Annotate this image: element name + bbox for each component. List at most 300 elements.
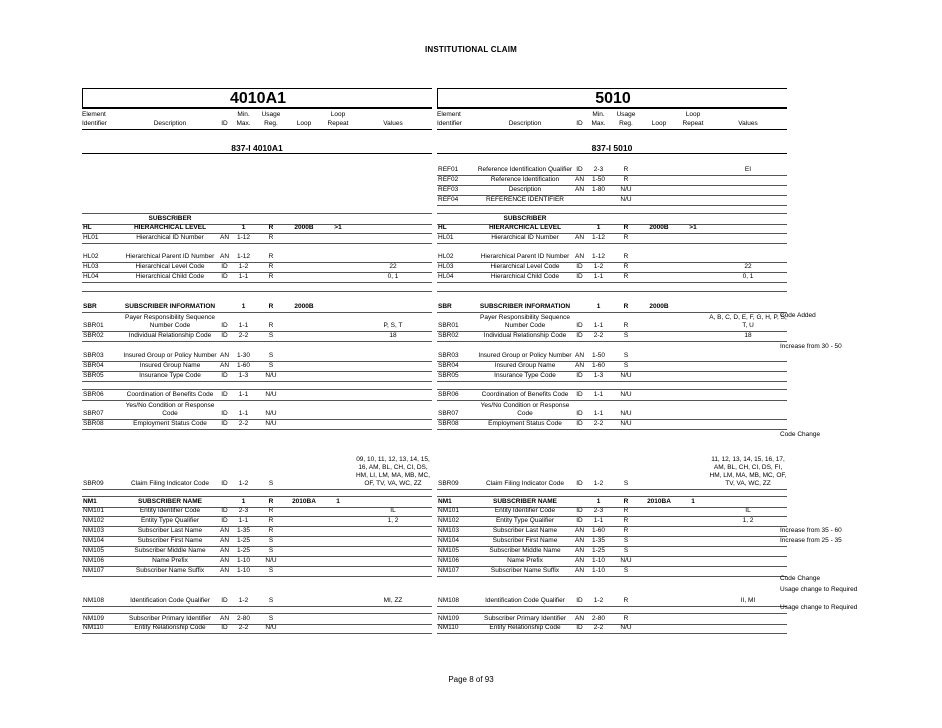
cell-desc: Subscriber Last Name bbox=[492, 527, 558, 534]
cell-desc: Name Prefix bbox=[507, 557, 543, 564]
column-header: Element Identifier Description ID Min. Max. Usage Reg. Loop Loop Repeat Values bbox=[437, 108, 787, 130]
cell-req: R bbox=[623, 527, 629, 534]
change-note: Code Change bbox=[780, 431, 821, 438]
cell-len: 1-12 bbox=[236, 234, 250, 241]
cell-req: N/U bbox=[265, 372, 277, 379]
cell-desc: REFERENCE IDENTIFIER bbox=[485, 196, 564, 203]
cell-typ: AN bbox=[574, 557, 585, 564]
cell-len: 1-1 bbox=[593, 273, 604, 280]
cell-typ: AN bbox=[219, 615, 230, 622]
cell-id: SBR06 bbox=[83, 391, 104, 398]
cell-desc: Employment Status Code bbox=[488, 420, 562, 427]
cell-desc: Payer Responsibility Sequence Number Code bbox=[480, 314, 570, 329]
cell-len: 1-1 bbox=[593, 517, 604, 524]
table-row bbox=[437, 243, 787, 263]
cell-val: 18 bbox=[744, 332, 752, 339]
cell-len: 1-60 bbox=[591, 362, 605, 369]
cell-desc: Employment Status Code bbox=[133, 420, 207, 427]
cell-len: 1-12 bbox=[591, 234, 605, 241]
cell-desc: Hierarchical ID Number bbox=[491, 234, 559, 241]
cell-id: HL bbox=[438, 224, 447, 231]
cell-len: 1-25 bbox=[236, 547, 250, 554]
cell-typ: AN bbox=[219, 362, 230, 369]
cell-desc: Hierarchical ID Number bbox=[136, 234, 204, 241]
change-note: Code Change bbox=[780, 575, 821, 582]
cell-id: NM108 bbox=[438, 597, 459, 604]
cell-req: R bbox=[268, 253, 274, 260]
cell-typ: ID bbox=[576, 624, 583, 631]
cell-req: N/U bbox=[265, 624, 277, 631]
cell-len: 1-1 bbox=[593, 410, 604, 417]
cell-req: R bbox=[268, 303, 274, 310]
cell-id: HL01 bbox=[83, 234, 99, 241]
cell-req: S bbox=[268, 332, 274, 339]
cell-id: NM107 bbox=[438, 567, 459, 574]
cell-desc: Subscriber First Name bbox=[492, 537, 558, 544]
cell-id: SBR07 bbox=[438, 410, 459, 417]
cell-desc: Subscriber Middle Name bbox=[134, 547, 206, 554]
cell-typ: AN bbox=[574, 567, 585, 574]
cell-id: NM106 bbox=[438, 557, 459, 564]
cell-typ: ID bbox=[576, 263, 583, 270]
cell-val: 18 bbox=[389, 332, 397, 339]
cell-id: SBR06 bbox=[438, 391, 459, 398]
version-title: 4010A1 bbox=[82, 88, 432, 108]
cell-typ: AN bbox=[219, 537, 230, 544]
cell-desc: HIERARCHICAL LEVEL bbox=[488, 224, 562, 231]
cell-id: SBR02 bbox=[83, 332, 104, 339]
table-row bbox=[437, 399, 787, 420]
cell-typ: ID bbox=[221, 480, 228, 487]
cell-desc: Hierarchical Level Code bbox=[490, 263, 560, 270]
cell-desc: Yes/No Condition or Response Code bbox=[480, 402, 570, 417]
cell-req: N/U bbox=[620, 420, 632, 427]
cell-req: R bbox=[623, 498, 629, 505]
cell-len: 1-2 bbox=[593, 597, 604, 604]
cell-typ: AN bbox=[574, 547, 585, 554]
cell-typ: AN bbox=[219, 234, 230, 241]
cell-typ: ID bbox=[576, 166, 583, 173]
table-row bbox=[82, 272, 432, 283]
change-note: Usage change to Required bbox=[780, 604, 858, 611]
cell-id: NM105 bbox=[438, 547, 459, 554]
cell-typ: ID bbox=[576, 410, 583, 417]
cell-val: 09, 10, 11, 12, 13, 14, 15, 16, AM, BL, CH, CI, DS, HM, LI, LM, MA, MB, MC, OF, TV, VA, WC, ZZ bbox=[355, 456, 431, 487]
cell-rep: >1 bbox=[334, 224, 342, 231]
cell-id: NM101 bbox=[83, 507, 104, 514]
cell-typ: ID bbox=[576, 597, 583, 604]
cell-desc: Subscriber Last Name bbox=[137, 527, 203, 534]
cell-typ: AN bbox=[219, 253, 230, 260]
table-row bbox=[82, 429, 432, 490]
cell-typ: ID bbox=[221, 507, 228, 514]
cell-id: SBR01 bbox=[83, 322, 104, 329]
cell-val: 1, 2 bbox=[387, 517, 399, 524]
cell-id: SBR09 bbox=[83, 480, 104, 487]
table-row bbox=[82, 371, 432, 382]
cell-desc: SUBSCRIBER bbox=[148, 215, 192, 222]
cell-len: 1-60 bbox=[591, 527, 605, 534]
table-row bbox=[437, 272, 787, 283]
cell-desc: Subscriber Middle Name bbox=[489, 547, 561, 554]
cell-loop: 2000B bbox=[649, 303, 669, 310]
cell-req: R bbox=[623, 263, 629, 270]
cell-id: NM103 bbox=[83, 527, 104, 534]
cell-desc: Entity Identifier Code bbox=[494, 507, 556, 514]
cell-req: R bbox=[623, 176, 629, 183]
cell-desc: Subscriber First Name bbox=[137, 537, 203, 544]
cell-len: 1-25 bbox=[236, 537, 250, 544]
cell-id: REF02 bbox=[438, 176, 459, 183]
cell-id: NM1 bbox=[83, 498, 97, 505]
cell-desc: Entity Type Qualifier bbox=[140, 517, 200, 524]
cell-id: SBR03 bbox=[83, 352, 104, 359]
cell-len: 1-1 bbox=[593, 322, 604, 329]
cell-desc: Entity Relationship Code bbox=[134, 624, 206, 631]
panel-5010 bbox=[437, 88, 787, 668]
cell-len: 1-10 bbox=[236, 567, 250, 574]
cell-desc: Hierarchical Level Code bbox=[135, 263, 205, 270]
cell-len: 1-25 bbox=[591, 547, 605, 554]
cell-typ: AN bbox=[574, 176, 585, 183]
section-subtitle: 837-I 5010 bbox=[591, 143, 633, 153]
cell-typ: ID bbox=[576, 372, 583, 379]
cell-req: R bbox=[623, 322, 629, 329]
cell-req: R bbox=[268, 263, 274, 270]
cell-desc: SUBSCRIBER INFORMATION bbox=[479, 303, 571, 310]
cell-id: SBR05 bbox=[438, 372, 459, 379]
cell-len: 1-1 bbox=[238, 410, 249, 417]
cell-len: 1 bbox=[241, 224, 246, 231]
cell-desc: Identification Code Qualifier bbox=[485, 597, 565, 604]
cell-val: MI, ZZ bbox=[383, 597, 403, 604]
cell-loop: 2000B bbox=[649, 224, 669, 231]
panel-4010a1 bbox=[82, 88, 432, 668]
cell-len: 2-80 bbox=[236, 615, 250, 622]
cell-req: S bbox=[268, 537, 274, 544]
cell-desc: Insured Group or Policy Number bbox=[478, 352, 572, 359]
cell-len: 1 bbox=[241, 498, 246, 505]
cell-typ: AN bbox=[574, 352, 585, 359]
cell-id: NM107 bbox=[83, 567, 104, 574]
cell-typ: AN bbox=[219, 557, 230, 564]
table-row bbox=[437, 623, 787, 634]
cell-id: HL02 bbox=[83, 253, 99, 260]
cell-typ: AN bbox=[219, 527, 230, 534]
cell-rep: >1 bbox=[689, 224, 697, 231]
cell-desc: SUBSCRIBER NAME bbox=[493, 498, 557, 505]
cell-req: S bbox=[268, 480, 274, 487]
cell-id: NM1 bbox=[438, 498, 452, 505]
cell-typ: ID bbox=[576, 480, 583, 487]
cell-req: R bbox=[268, 527, 274, 534]
cell-req: S bbox=[623, 537, 629, 544]
cell-id: SBR02 bbox=[438, 332, 459, 339]
cell-req: N/U bbox=[265, 391, 277, 398]
cell-desc: Description bbox=[508, 186, 542, 193]
table-row bbox=[437, 195, 787, 206]
cell-len: 1-35 bbox=[236, 527, 250, 534]
cell-req: S bbox=[268, 567, 274, 574]
cell-desc: Subscriber Name Suffix bbox=[490, 567, 560, 574]
cell-len: 1-80 bbox=[591, 186, 605, 193]
cell-typ: AN bbox=[574, 234, 585, 241]
change-note: Usage change to Required bbox=[780, 586, 858, 593]
cell-desc: Reference Identification bbox=[490, 176, 560, 183]
cell-id: NM104 bbox=[438, 537, 459, 544]
change-note: Increase from 35 - 60 bbox=[780, 527, 842, 534]
cell-req: S bbox=[623, 567, 629, 574]
cell-desc: Yes/No Condition or Response Code bbox=[125, 402, 215, 417]
cell-len: 1-10 bbox=[591, 567, 605, 574]
cell-len: 2-2 bbox=[238, 332, 249, 339]
cell-desc: Hierarchical Child Code bbox=[135, 273, 205, 280]
cell-id: HL01 bbox=[438, 234, 454, 241]
cell-id: NM105 bbox=[83, 547, 104, 554]
cell-val: 0, 1 bbox=[387, 273, 399, 280]
cell-req: S bbox=[268, 547, 274, 554]
table-row bbox=[82, 341, 432, 362]
cell-len: 1-50 bbox=[591, 352, 605, 359]
cell-desc: Payer Responsibility Sequence Number Code bbox=[125, 314, 215, 329]
cell-len: 1-12 bbox=[591, 253, 605, 260]
cell-typ: ID bbox=[576, 507, 583, 514]
cell-typ: ID bbox=[221, 391, 228, 398]
cell-desc: Hierarchical Child Code bbox=[490, 273, 560, 280]
cell-len: 1-10 bbox=[236, 557, 250, 564]
cell-id: REF04 bbox=[438, 196, 459, 203]
cell-req: S bbox=[268, 362, 274, 369]
cell-len: 2-2 bbox=[593, 624, 604, 631]
cell-val: IL bbox=[745, 507, 751, 514]
cell-typ: AN bbox=[574, 253, 585, 260]
cell-desc: HIERARCHICAL LEVEL bbox=[133, 224, 207, 231]
cell-val: II, MI bbox=[740, 597, 756, 604]
cell-typ: ID bbox=[221, 420, 228, 427]
cell-req: R bbox=[623, 517, 629, 524]
table-row bbox=[437, 155, 787, 176]
cell-typ: ID bbox=[576, 273, 583, 280]
table-row bbox=[437, 311, 787, 332]
cell-id: HL04 bbox=[438, 273, 454, 280]
cell-desc: SUBSCRIBER bbox=[503, 215, 547, 222]
cell-desc: Insured Group Name bbox=[139, 362, 201, 369]
cell-req: N/U bbox=[620, 391, 632, 398]
cell-desc: Insured Group or Policy Number bbox=[123, 352, 217, 359]
column-header: Element Identifier Description ID Min. Max. Usage Reg. Loop Loop Repeat Values bbox=[82, 108, 432, 130]
cell-loop: 2010BA bbox=[292, 498, 316, 505]
cell-desc: Individual Relationship Code bbox=[483, 332, 567, 339]
cell-len: 1 bbox=[241, 303, 246, 310]
cell-req: R bbox=[268, 517, 274, 524]
cell-req: N/U bbox=[620, 624, 632, 631]
cell-req: R bbox=[623, 234, 629, 241]
table-row bbox=[82, 623, 432, 634]
cell-len: 1-10 bbox=[591, 557, 605, 564]
cell-req: S bbox=[268, 597, 274, 604]
cell-typ: ID bbox=[221, 410, 228, 417]
cell-len: 2-2 bbox=[593, 420, 604, 427]
cell-id: REF01 bbox=[438, 166, 459, 173]
cell-len: 1-30 bbox=[236, 352, 250, 359]
cell-id: SBR08 bbox=[83, 420, 104, 427]
cell-len: 1-3 bbox=[238, 372, 249, 379]
cell-len: 1-50 bbox=[591, 176, 605, 183]
cell-typ: AN bbox=[219, 547, 230, 554]
cell-desc: Identification Code Qualifier bbox=[130, 597, 210, 604]
cell-rep: 1 bbox=[336, 498, 340, 505]
cell-len: 1-1 bbox=[238, 273, 249, 280]
cell-id: SBR09 bbox=[438, 480, 459, 487]
cell-len: 1-60 bbox=[236, 362, 250, 369]
cell-id: REF03 bbox=[438, 186, 459, 193]
change-note: Code Added bbox=[780, 312, 816, 319]
table-row bbox=[82, 576, 432, 607]
cell-req: R bbox=[623, 273, 629, 280]
cell-req: R bbox=[268, 498, 274, 505]
cell-val: P, S, T bbox=[383, 322, 403, 329]
cell-len: 1-2 bbox=[593, 480, 604, 487]
table-row bbox=[82, 291, 432, 313]
cell-req: S bbox=[623, 352, 629, 359]
table-row bbox=[437, 371, 787, 382]
table-row bbox=[437, 429, 787, 490]
cell-typ: ID bbox=[576, 322, 583, 329]
cell-id: SBR07 bbox=[83, 410, 104, 417]
cell-desc: Insurance Type Code bbox=[494, 372, 556, 379]
cell-len: 1-12 bbox=[236, 253, 250, 260]
cell-val: 22 bbox=[389, 263, 397, 270]
cell-desc: Entity Relationship Code bbox=[489, 624, 561, 631]
cell-req: N/U bbox=[620, 372, 632, 379]
cell-desc: Coordination of Benefits Code bbox=[126, 391, 214, 398]
cell-req: S bbox=[623, 362, 629, 369]
cell-req: S bbox=[623, 480, 629, 487]
cell-id: HL04 bbox=[83, 273, 99, 280]
cell-req: S bbox=[268, 615, 274, 622]
cell-req: R bbox=[268, 224, 274, 231]
cell-req: R bbox=[623, 597, 629, 604]
cell-req: R bbox=[268, 322, 274, 329]
cell-req: N/U bbox=[265, 420, 277, 427]
cell-id: HL02 bbox=[438, 253, 454, 260]
cell-typ: AN bbox=[219, 567, 230, 574]
cell-typ: ID bbox=[221, 624, 228, 631]
cell-typ: ID bbox=[221, 517, 228, 524]
cell-id: SBR03 bbox=[438, 352, 459, 359]
cell-req: N/U bbox=[620, 557, 632, 564]
cell-typ: AN bbox=[574, 537, 585, 544]
cell-id: HL03 bbox=[438, 263, 454, 270]
cell-id: SBR01 bbox=[438, 322, 459, 329]
cell-typ: ID bbox=[576, 420, 583, 427]
cell-typ: ID bbox=[576, 391, 583, 398]
cell-typ: AN bbox=[574, 186, 585, 193]
cell-desc: Entity Identifier Code bbox=[139, 507, 201, 514]
table-row bbox=[82, 311, 432, 332]
cell-len: 1-1 bbox=[238, 517, 249, 524]
cell-id: SBR bbox=[438, 303, 452, 310]
cell-len: 1-3 bbox=[593, 372, 604, 379]
cell-req: N/U bbox=[620, 196, 632, 203]
cell-id: NM108 bbox=[83, 597, 104, 604]
cell-desc: Hierarchical Parent ID Number bbox=[480, 253, 570, 260]
version-title: 5010 bbox=[437, 88, 787, 108]
cell-typ: ID bbox=[221, 332, 228, 339]
table-row bbox=[82, 243, 432, 263]
cell-loop: 2000B bbox=[294, 303, 314, 310]
cell-id: NM109 bbox=[438, 615, 459, 622]
cell-desc: Insurance Type Code bbox=[139, 372, 201, 379]
cell-desc: Coordination of Benefits Code bbox=[481, 391, 569, 398]
cell-typ: AN bbox=[574, 615, 585, 622]
cell-typ: ID bbox=[221, 263, 228, 270]
cell-req: S bbox=[268, 352, 274, 359]
cell-req: R bbox=[268, 507, 274, 514]
cell-typ: ID bbox=[221, 597, 228, 604]
page-footer: Page 8 of 93 bbox=[448, 675, 494, 684]
cell-typ: ID bbox=[221, 372, 228, 379]
cell-id: SBR05 bbox=[83, 372, 104, 379]
cell-len: 2-3 bbox=[593, 166, 604, 173]
cell-desc: Name Prefix bbox=[152, 557, 188, 564]
cell-len: 1 bbox=[596, 303, 601, 310]
cell-desc: Subscriber Primary Identifier bbox=[129, 615, 211, 622]
cell-req: R bbox=[623, 224, 629, 231]
cell-req: R bbox=[623, 253, 629, 260]
cell-desc: SUBSCRIBER NAME bbox=[138, 498, 202, 505]
cell-req: R bbox=[268, 234, 274, 241]
cell-id: NM102 bbox=[438, 517, 459, 524]
cell-desc: SUBSCRIBER INFORMATION bbox=[124, 303, 216, 310]
change-note: Increase from 30 - 50 bbox=[780, 343, 842, 350]
cell-desc: Individual Relationship Code bbox=[128, 332, 212, 339]
cell-rep: 1 bbox=[691, 498, 695, 505]
cell-id: NM110 bbox=[438, 624, 459, 631]
cell-len: 1-2 bbox=[238, 480, 249, 487]
cell-typ: AN bbox=[574, 527, 585, 534]
cell-desc: Claim Filing Indicator Code bbox=[485, 480, 565, 487]
cell-req: R bbox=[623, 303, 629, 310]
cell-val: 11, 12, 13, 14, 15, 16, 17, AM, BL, CH, CI, DS, FI, HM, LM, MA, MB, MC, OF, TV, VA, WC, ZZ bbox=[709, 456, 787, 487]
cell-desc: Subscriber Primary Identifier bbox=[484, 615, 566, 622]
cell-desc: Subscriber Name Suffix bbox=[135, 567, 205, 574]
table-row bbox=[437, 341, 787, 362]
cell-desc: Entity Type Qualifier bbox=[495, 517, 555, 524]
cell-len: 1-1 bbox=[593, 391, 604, 398]
cell-req: R bbox=[623, 507, 629, 514]
cell-req: R bbox=[623, 166, 629, 173]
cell-val: 0, 1 bbox=[742, 273, 754, 280]
cell-val: 22 bbox=[744, 263, 752, 270]
cell-req: N/U bbox=[620, 186, 632, 193]
table-row bbox=[82, 399, 432, 420]
change-note: Increase from 25 - 35 bbox=[780, 537, 842, 544]
cell-len: 1-1 bbox=[238, 322, 249, 329]
cell-id: SBR04 bbox=[438, 362, 459, 369]
cell-req: N/U bbox=[265, 557, 277, 564]
cell-val: A, B, C, D, E, F, G, H, P, S, T, U bbox=[709, 314, 787, 329]
cell-id: NM103 bbox=[438, 527, 459, 534]
cell-loop: 2000B bbox=[294, 224, 314, 231]
cell-typ: AN bbox=[219, 352, 230, 359]
cell-req: N/U bbox=[620, 410, 632, 417]
section-subtitle: 837-I 4010A1 bbox=[231, 143, 283, 153]
cell-id: NM109 bbox=[83, 615, 104, 622]
cell-id: NM110 bbox=[83, 624, 104, 631]
cell-typ: ID bbox=[221, 322, 228, 329]
table-row bbox=[437, 576, 787, 607]
